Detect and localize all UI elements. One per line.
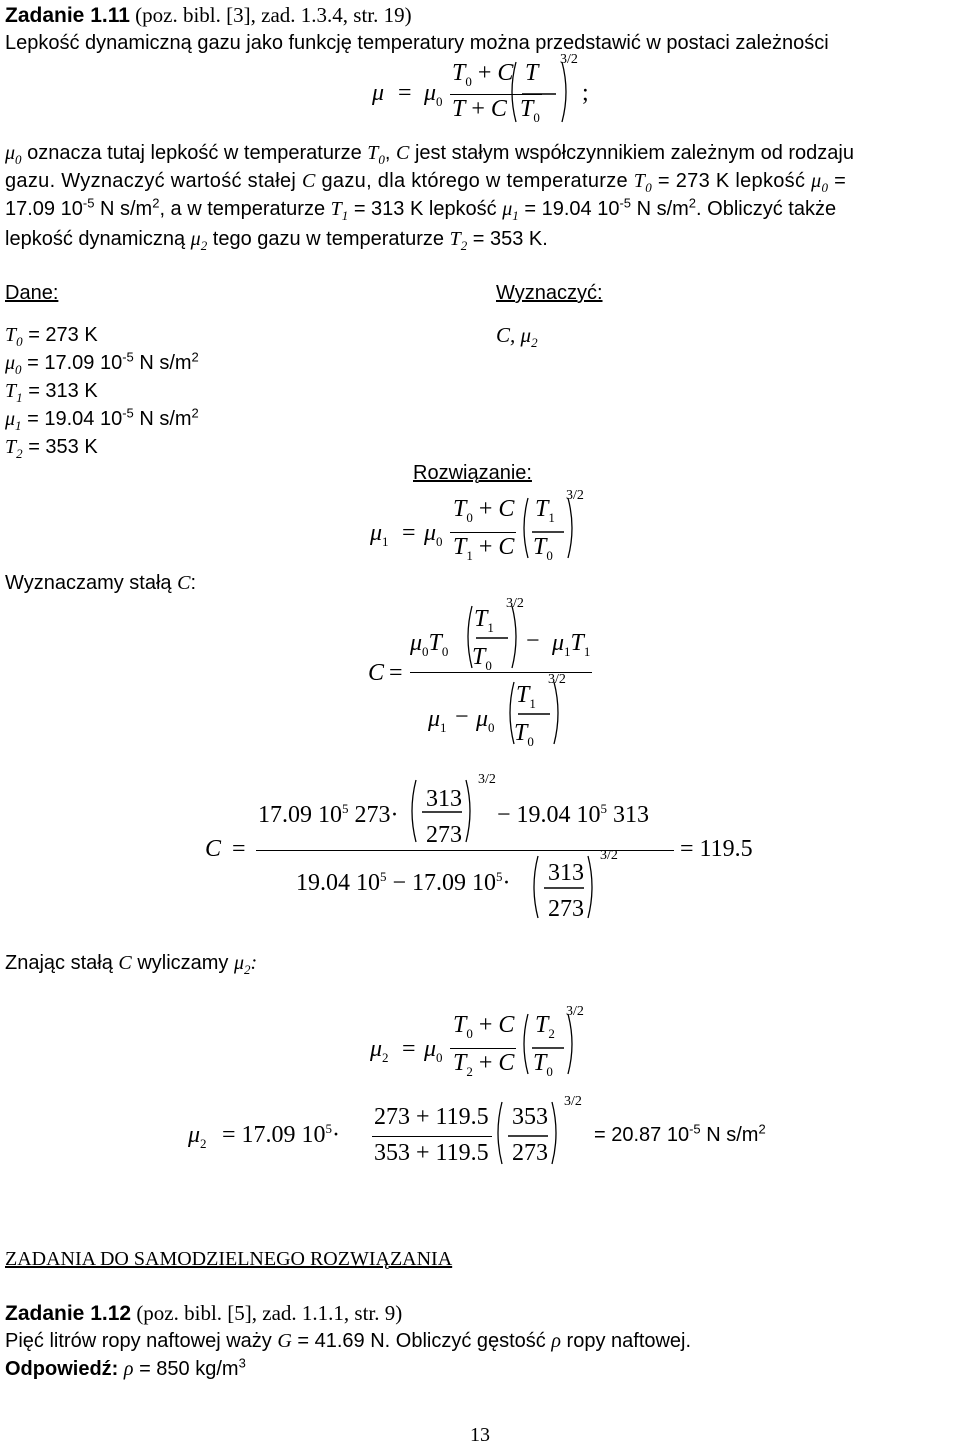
given-t0: $T_0 = 273$ K <box>5 324 98 349</box>
problem1-desc-line4: lepkość dynamiczną $\mu_2$ tego gazu w temperaturze $T_2 = 353$ K. <box>5 228 548 253</box>
problem2-answer: Odpowiedź: ρ = 850 $kg/m^3$ <box>5 1355 246 1380</box>
problem1-desc-line2: gazu. Wyznaczyć wartość stałej C gazu, dla którego w temperaturze $T_0 = 273$ K lepkość $\mu_0$ = <box>5 170 847 195</box>
problem1-source: (poz. bibl. [3], zad. 1.3.4, str. 19) <box>135 3 412 27</box>
problem2-source: (poz. bibl. [5], zad. 1.1.1, str. 9) <box>136 1301 403 1325</box>
problem1-header <box>5 2 412 29</box>
problem1-desc-line3: 17.09 $10^{-5}$ N $s/m^2$, a w temperaturze $T_1 = 313$ K lepkość $\mu_1 = 19.04$ $10^{-5}$ N $s/m^2$. Obliczyć także <box>5 195 837 223</box>
given-mu0: $\mu_0 = 17.09$ $10^{-5}$ N $s/m^2$ <box>5 349 199 377</box>
solution-label: Rozwiązanie: <box>413 462 532 484</box>
find-label: Wyznaczyć: <box>496 282 603 304</box>
problem1-title: Zadanie 1.11 <box>5 4 130 27</box>
given-mu1: $\mu_1 = 19.04$ $10^{-5}$ N $s/m^2$ <box>5 405 199 433</box>
given-t1: $T_1 = 313$ K <box>5 380 98 405</box>
find-value: C, $\mu_2$ <box>496 323 538 351</box>
problem2-text: Pięć litrów ropy naftowej waży G = 41.69 N. Obliczyć gęstość ρ ropy naftowej. <box>5 1330 692 1352</box>
problem1-desc-line1: $\mu_0$ oznacza tutaj lepkość w temperaturze $T_0$, C jest stałym współczynnikiem zależnym od rodzaju <box>5 142 854 167</box>
problem2-header <box>5 1300 402 1327</box>
problem2-title: Zadanie 1.12 <box>5 1302 132 1325</box>
knowing-c-text: Znając stałą C wyliczamy $\mu_2$: <box>5 952 258 977</box>
find-c-text: Wyznaczamy stałą C: <box>5 572 197 594</box>
page-number: 13 <box>470 1424 490 1446</box>
given-t2: $T_2 = 353$ K <box>5 436 98 461</box>
section-title: ZADANIA DO SAMODZIELNEGO ROZWIĄZANIA <box>5 1248 453 1270</box>
problem1-intro: Lepkość dynamiczną gazu jako funkcję temperatury można przedstawić w postaci zależności <box>5 32 829 54</box>
given-label: Dane: <box>5 282 59 304</box>
